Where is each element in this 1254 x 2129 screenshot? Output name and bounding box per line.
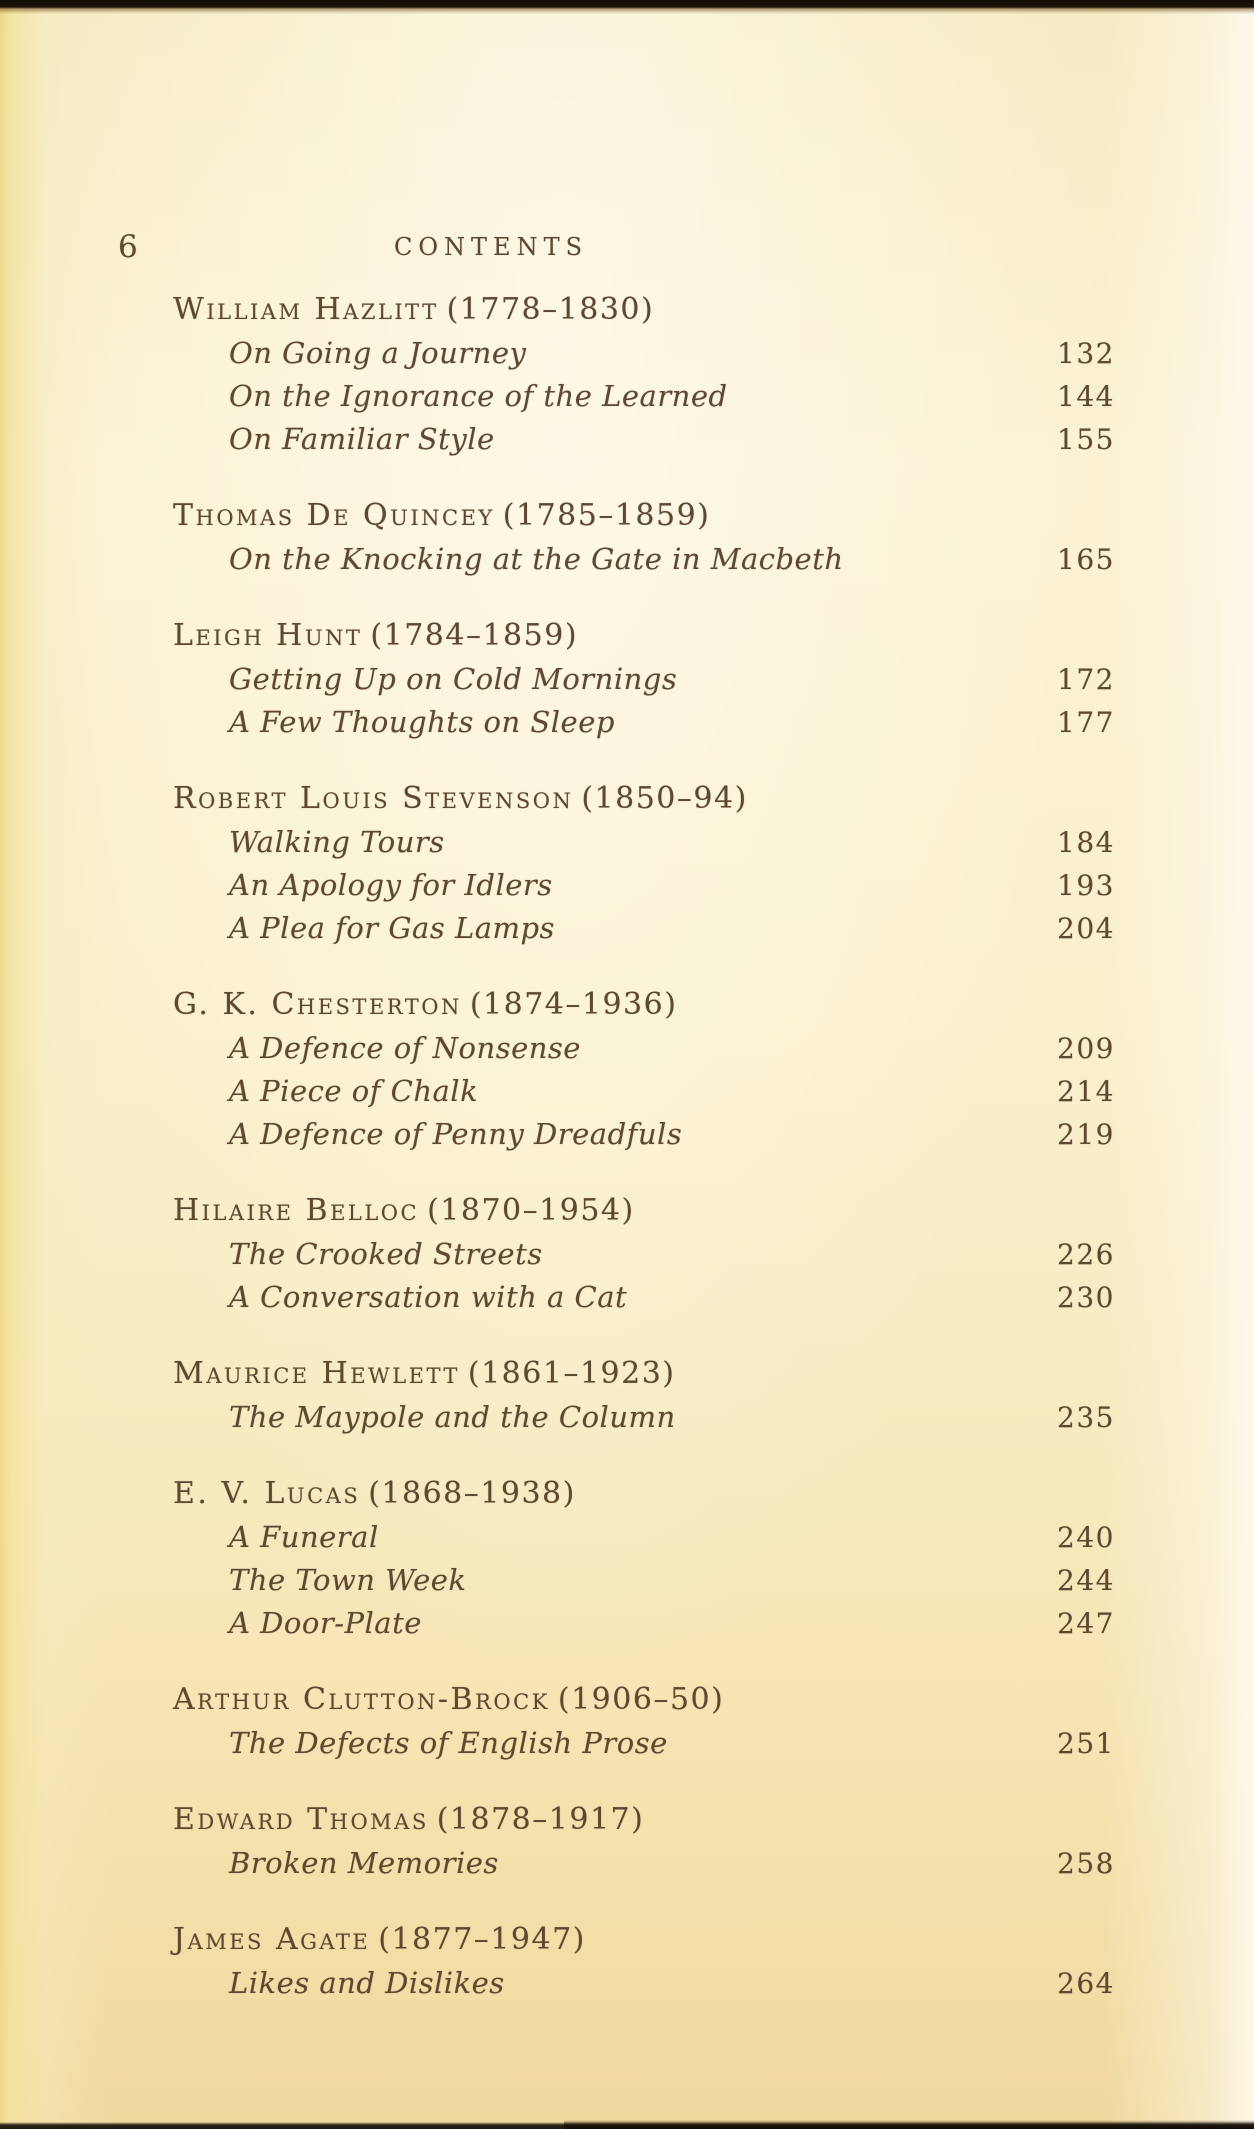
essay-title: A Defence of Nonsense: [229, 1031, 581, 1065]
toc-entry: [229, 1722, 1115, 1765]
author-heading: [173, 777, 1254, 821]
essay-title: A Conversation with a Cat: [229, 1280, 628, 1314]
essay-page-number: 235: [1057, 1401, 1115, 1434]
essay-page-number: 132: [1057, 337, 1115, 370]
author-heading: [173, 1189, 1254, 1233]
author-heading: [173, 1352, 1254, 1396]
author-name: Leigh Hunt: [173, 618, 363, 653]
author-dates: (1874–1936): [469, 987, 678, 1022]
author-dates: (1850–94): [581, 781, 748, 816]
author-dates: (1778–1830): [446, 292, 655, 327]
toc-entry: [229, 538, 1115, 581]
author-name: James Agate: [173, 1922, 371, 1957]
author-heading: [173, 288, 1254, 332]
toc-entry: [229, 1070, 1115, 1113]
author-name: Maurice Hewlett: [173, 1356, 460, 1391]
scan-edge-bottom: [0, 2117, 1254, 2129]
author-name: William Hazlitt: [173, 292, 439, 327]
author-name: Edward Thomas: [173, 1802, 429, 1837]
toc-entry: [229, 375, 1115, 418]
essay-title: Broken Memories: [229, 1846, 499, 1880]
table-of-contents: [0, 288, 1254, 2005]
essay-title: A Door-Plate: [229, 1606, 422, 1640]
page-header-row: [0, 225, 1254, 269]
toc-entry: [229, 1559, 1115, 1602]
essay-title: On the Ignorance of the Learned: [229, 379, 728, 413]
essay-page-number: 144: [1057, 380, 1115, 413]
essay-title: Likes and Dislikes: [229, 1966, 505, 2000]
author-heading: [173, 1678, 1254, 1722]
essay-page-number: 209: [1057, 1032, 1115, 1065]
essay-title: The Crooked Streets: [229, 1237, 543, 1271]
toc-entry: [229, 1602, 1115, 1645]
toc-section: [0, 983, 1254, 1156]
author-name: E. V. Lucas: [173, 1476, 361, 1511]
essay-page-number: 177: [1057, 706, 1115, 739]
toc-section: [0, 1678, 1254, 1765]
essay-title: On Familiar Style: [229, 422, 495, 456]
page-number: 6: [118, 229, 139, 265]
essay-title: A Funeral: [229, 1520, 379, 1554]
essay-page-number: 165: [1057, 543, 1115, 576]
essay-title: An Apology for Idlers: [229, 868, 553, 902]
author-dates: (1877–1947): [378, 1922, 586, 1957]
toc-entry: [229, 1962, 1115, 2005]
essay-page-number: 258: [1057, 1847, 1115, 1880]
essay-page-number: 247: [1057, 1607, 1115, 1640]
essay-page-number: 230: [1057, 1281, 1115, 1314]
essay-page-number: 240: [1057, 1521, 1115, 1554]
essay-title: The Town Week: [229, 1563, 467, 1597]
essay-title: Getting Up on Cold Mornings: [229, 662, 678, 696]
toc-section: [0, 1918, 1254, 2005]
toc-entry: [229, 907, 1115, 950]
toc-section: [0, 777, 1254, 950]
essay-page-number: 155: [1057, 423, 1115, 456]
author-dates: (1870–1954): [427, 1193, 635, 1228]
toc-section: [0, 494, 1254, 581]
author-heading: [173, 494, 1254, 538]
author-name: Hilaire Belloc: [173, 1193, 420, 1228]
author-heading: [173, 1798, 1254, 1842]
essay-title: The Defects of English Prose: [229, 1726, 668, 1760]
essay-title: The Maypole and the Column: [229, 1400, 676, 1434]
toc-entry: [229, 1276, 1115, 1319]
toc-entry: [229, 1516, 1115, 1559]
essay-page-number: 264: [1057, 1967, 1115, 2000]
page-title: CONTENTS: [394, 233, 589, 261]
essay-title: A Piece of Chalk: [229, 1074, 479, 1108]
toc-section: [0, 1472, 1254, 1645]
essay-page-number: 172: [1057, 663, 1115, 696]
toc-entry: [229, 864, 1115, 907]
essay-title: A Few Thoughts on Sleep: [229, 705, 615, 739]
essay-page-number: 214: [1057, 1075, 1115, 1108]
toc-entry: [229, 1027, 1115, 1070]
essay-page-number: 219: [1057, 1118, 1115, 1151]
toc-entry: [229, 332, 1115, 375]
author-heading: [173, 1918, 1254, 1962]
toc-entry: [229, 658, 1115, 701]
toc-section: [0, 1798, 1254, 1885]
essay-title: On Going a Journey: [229, 336, 527, 370]
author-dates: (1861–1923): [467, 1356, 676, 1391]
toc-section: [0, 1189, 1254, 1319]
toc-section: [0, 1352, 1254, 1439]
author-name: Arthur Clutton-Brock: [173, 1682, 550, 1717]
author-heading: [173, 983, 1254, 1027]
toc-section: [0, 288, 1254, 461]
author-dates: (1878–1917): [436, 1802, 645, 1837]
book-page: [0, 225, 1254, 2038]
author-name: Thomas De Quincey: [173, 498, 495, 533]
essay-title: On the Knocking at the Gate in Macbeth: [229, 542, 844, 576]
author-dates: (1785–1859): [502, 498, 711, 533]
toc-section: [0, 614, 1254, 744]
toc-entry: [229, 701, 1115, 744]
essay-page-number: 184: [1057, 826, 1115, 859]
toc-entry: [229, 821, 1115, 864]
author-dates: (1906–50): [557, 1682, 725, 1717]
author-heading: [173, 1472, 1254, 1516]
toc-entry: [229, 418, 1115, 461]
author-name: G. K. Chesterton: [173, 987, 462, 1022]
toc-entry: [229, 1842, 1115, 1885]
scan-edge-top: [0, 0, 1254, 14]
essay-page-number: 244: [1057, 1564, 1115, 1597]
essay-page-number: 251: [1057, 1727, 1115, 1760]
toc-entry: [229, 1233, 1115, 1276]
essay-page-number: 193: [1057, 869, 1115, 902]
toc-entry: [229, 1113, 1115, 1156]
essay-title: A Plea for Gas Lamps: [229, 911, 555, 945]
author-dates: (1868–1938): [368, 1476, 576, 1511]
author-name: Robert Louis Stevenson: [173, 781, 574, 816]
author-dates: (1784–1859): [370, 618, 579, 653]
essay-page-number: 226: [1057, 1238, 1115, 1271]
essay-title: A Defence of Penny Dreadfuls: [229, 1117, 683, 1151]
essay-page-number: 204: [1057, 912, 1115, 945]
toc-entry: [229, 1396, 1115, 1439]
essay-title: Walking Tours: [229, 825, 445, 859]
author-heading: [173, 614, 1254, 658]
